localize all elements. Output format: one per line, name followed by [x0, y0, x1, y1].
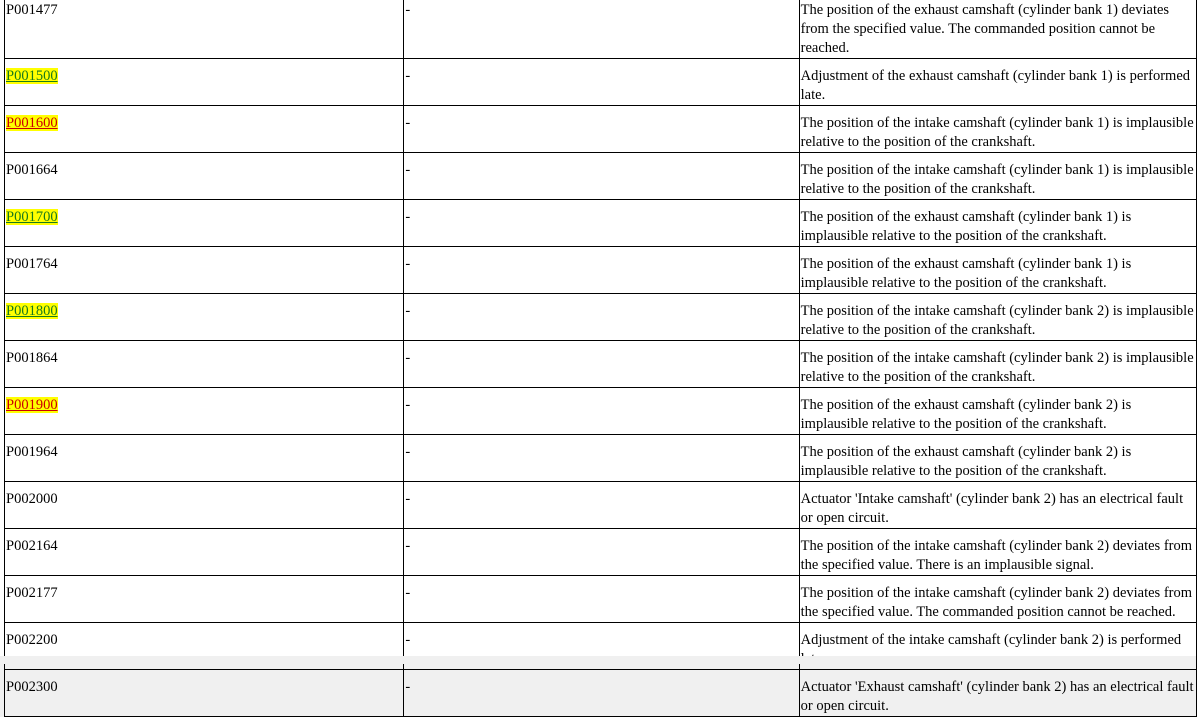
fault-code: P002300 [6, 679, 58, 695]
fault-description-cell [799, 388, 1196, 435]
fault-code: P001477 [6, 2, 58, 18]
fault-description-cell [799, 529, 1196, 576]
fault-type-value: - [405, 162, 411, 178]
fault-description-cell [799, 247, 1196, 294]
fault-description-cell [799, 200, 1196, 247]
fault-type-value: - [405, 303, 411, 319]
fault-code: P001964 [6, 444, 58, 460]
fault-code-cell [5, 576, 404, 623]
fault-type-value: - [405, 2, 411, 18]
fault-type-cell [404, 200, 799, 247]
table-row [5, 153, 1197, 200]
fault-description-cell [799, 153, 1196, 200]
fault-code-table [4, 0, 1197, 717]
fault-type-value: - [405, 115, 411, 131]
fault-description: The position of the intake camshaft (cylinder bank 1) is implausible relative to the position of the crankshaft. [800, 115, 1194, 150]
fault-description: The position of the intake camshaft (cylinder bank 1) is implausible relative to the position of the crankshaft. [800, 162, 1194, 197]
fault-type-value: - [405, 538, 411, 554]
fault-description: Adjustment of the intake camshaft (cylinder bank 2) is performed [800, 632, 1182, 648]
fault-type-cell [404, 294, 799, 341]
fault-code-cell[interactable] [5, 106, 404, 153]
fault-code-link[interactable]: P001700 [6, 209, 58, 225]
fault-code-cell[interactable] [5, 200, 404, 247]
fault-description: The position of the exhaust camshaft (cylinder bank 2) is implausible relative to the position of the crankshaft. [800, 444, 1132, 479]
table-row [5, 576, 1197, 623]
fault-code: P001664 [6, 162, 58, 178]
fault-description-cell [799, 0, 1196, 59]
table-row [5, 200, 1197, 247]
table-row [5, 341, 1197, 388]
fault-type-cell [404, 388, 799, 435]
fault-type-cell [404, 59, 799, 106]
fault-type-cell [404, 576, 799, 623]
fault-code-cell[interactable] [5, 294, 404, 341]
fault-type-cell [404, 106, 799, 153]
fault-description: Adjustment of the exhaust camshaft (cylinder bank 1) is performed late. [800, 68, 1191, 103]
fault-code-cell [5, 0, 404, 59]
fault-code-link[interactable]: P001900 [6, 397, 58, 413]
fault-code-cell [5, 482, 404, 529]
window-bottom-edge [0, 656, 1196, 664]
fault-type-value: - [405, 444, 411, 460]
fault-code-cell[interactable] [5, 59, 404, 106]
fault-description: Actuator 'Intake camshaft' (cylinder bank 2) has an electrical fault or open circuit. [800, 491, 1184, 526]
fault-code-table-body [5, 0, 1197, 717]
fault-code-link[interactable]: P001500 [6, 68, 58, 84]
fault-code-cell [5, 670, 404, 717]
fault-type-value: - [405, 585, 411, 601]
table-row [5, 247, 1197, 294]
fault-code-cell [5, 341, 404, 388]
fault-type-value: - [405, 68, 411, 84]
fault-code-link[interactable]: P001800 [6, 303, 58, 319]
table-row [5, 0, 1197, 59]
table-row [5, 529, 1197, 576]
fault-description: Actuator 'Exhaust camshaft' (cylinder bank 2) has an electrical fault or open circuit. [800, 679, 1194, 714]
fault-type-value: - [405, 209, 411, 225]
fault-code: P002164 [6, 538, 58, 554]
table-row [5, 106, 1197, 153]
fault-description: The position of the intake camshaft (cylinder bank 2) is implausible relative to the position of the crankshaft. [800, 350, 1194, 385]
table-row [5, 670, 1197, 717]
fault-type-cell [404, 0, 799, 59]
fault-code-cell [5, 153, 404, 200]
fault-type-cell [404, 670, 799, 717]
fault-code: P002000 [6, 491, 58, 507]
fault-type-cell [404, 529, 799, 576]
fault-description: The position of the exhaust camshaft (cylinder bank 1) is implausible relative to the position of the crankshaft. [800, 209, 1132, 244]
fault-description-cell [799, 294, 1196, 341]
table-row [5, 59, 1197, 106]
fault-code: P002200 [6, 632, 58, 648]
fault-code: P002177 [6, 585, 58, 601]
fault-code-link[interactable]: P001600 [6, 115, 58, 131]
table-row [5, 388, 1197, 435]
fault-type-cell [404, 247, 799, 294]
table-row [5, 294, 1197, 341]
fault-description: The position of the exhaust camshaft (cylinder bank 2) is implausible relative to the position of the crankshaft. [800, 397, 1132, 432]
fault-description: The position of the exhaust camshaft (cylinder bank 1) is implausible relative to the position of the crankshaft. [800, 256, 1132, 291]
fault-description-cell [799, 435, 1196, 482]
fault-code: P001764 [6, 256, 58, 272]
fault-type-value: - [405, 350, 411, 366]
fault-type-cell [404, 341, 799, 388]
fault-description-cell [799, 482, 1196, 529]
fault-description: The position of the intake camshaft (cylinder bank 2) deviates from the specified value. There is an implausible signal. [800, 538, 1193, 573]
table-row [5, 435, 1197, 482]
fault-description-cell [799, 106, 1196, 153]
fault-type-value: - [405, 632, 411, 648]
fault-type-value: - [405, 679, 411, 695]
fault-code-cell [5, 529, 404, 576]
fault-type-value: - [405, 491, 411, 507]
fault-type-cell [404, 153, 799, 200]
fault-description-cell [799, 670, 1196, 717]
fault-description-cell [799, 59, 1196, 106]
fault-description: The position of the exhaust camshaft (cylinder bank 1) deviates from the specified value. The commanded position cannot be reached. [800, 2, 1170, 56]
fault-description-cell [799, 576, 1196, 623]
fault-description-cell [799, 341, 1196, 388]
fault-type-cell [404, 435, 799, 482]
fault-code-cell [5, 435, 404, 482]
fault-description: The position of the intake camshaft (cylinder bank 2) is implausible relative to the position of the crankshaft. [800, 303, 1194, 338]
fault-code-cell [5, 247, 404, 294]
table-row [5, 482, 1197, 529]
fault-type-value: - [405, 256, 411, 272]
fault-type-cell [404, 482, 799, 529]
fault-type-value: - [405, 397, 411, 413]
fault-code-cell[interactable] [5, 388, 404, 435]
fault-description: The position of the intake camshaft (cylinder bank 2) deviates from the specified value. The commanded position cannot be reached. [800, 585, 1193, 620]
fault-code: P001864 [6, 350, 58, 366]
